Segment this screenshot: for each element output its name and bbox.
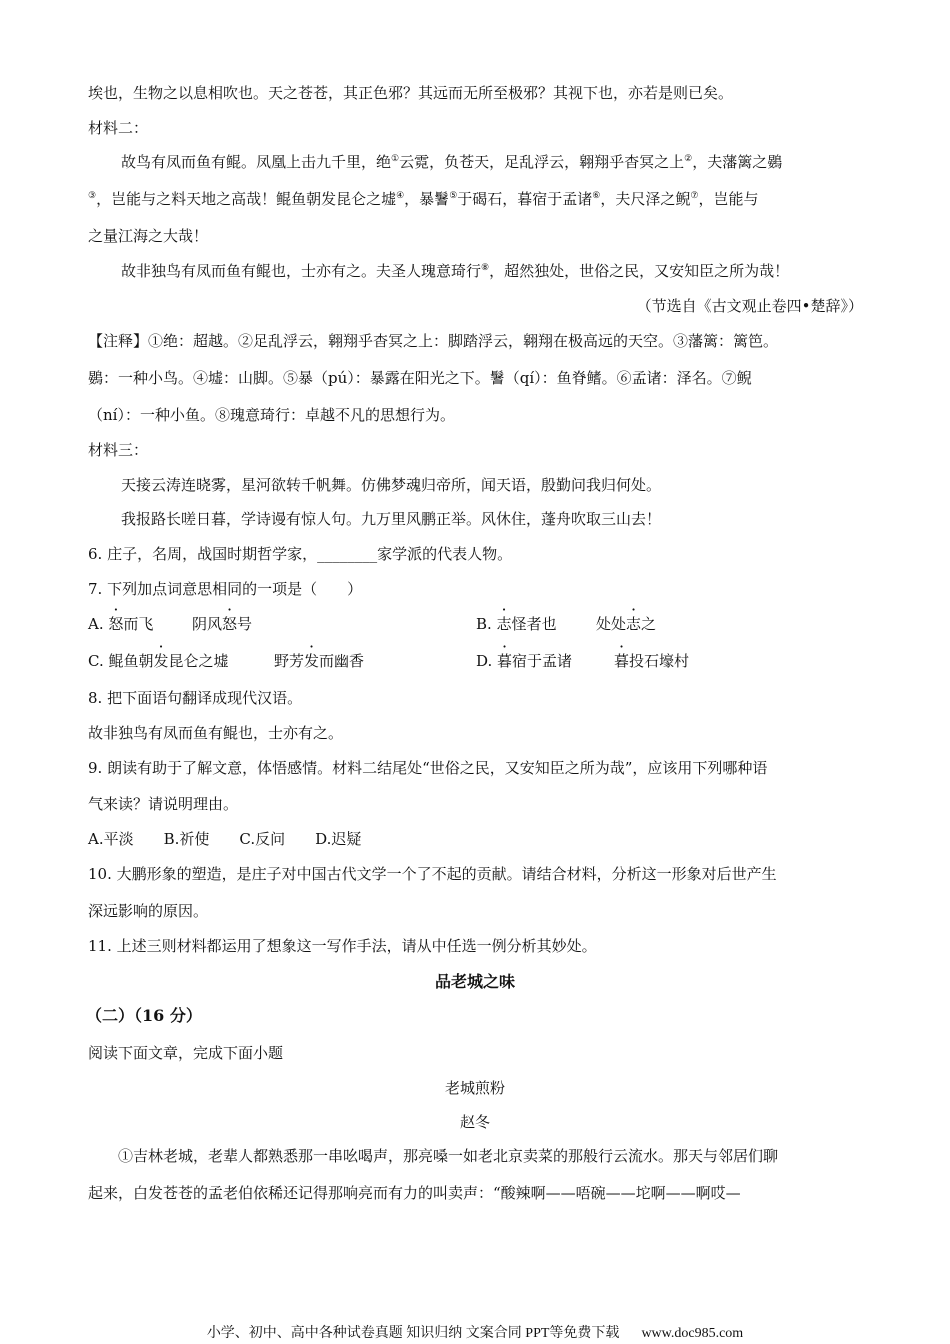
text-line: 故鸟有凤而鱼有鲲。凤凰上击九千里，绝①云霓，负苍天，足乱浮云，翱翔乎杳冥之上②，夫藩篱之鷃 bbox=[121, 153, 783, 171]
footnote-ref: ④ bbox=[396, 191, 405, 201]
question-6: 6. 庄子，名周，战国时期哲学家，________家学派的代表人物。 bbox=[88, 545, 513, 563]
article-paragraph: 起来，白发苍苍的孟老伯依稀还记得那响亮而有力的叫卖声：“酸辣啊——唔碗——坨啊——啊哎— bbox=[88, 1184, 741, 1202]
option-c-second: 野芳发而幽香 bbox=[274, 652, 365, 670]
option-b-second: 处处志之 bbox=[596, 615, 657, 633]
notes-line: 【注释】①绝：超越。②足乱浮云，翱翔乎杳冥之上：脚踏浮云，翱翔在极高远的天空。③藩篱：篱笆。 bbox=[88, 332, 779, 350]
text-line: 故非独鸟有凤而鱼有鲲也，士亦有之。夫圣人瑰意琦行⑧，超然独处，世俗之民，又安知臣之所为哉！ bbox=[121, 262, 790, 280]
question-7: 7. 下列加点词意思相同的一项是（ ） bbox=[88, 580, 363, 598]
footnote-ref: ③ bbox=[88, 191, 97, 201]
footnote-ref: ⑧ bbox=[481, 263, 490, 273]
option-a: A. 怒而飞 bbox=[88, 615, 154, 633]
question-8: 8. 把下面语句翻译成现代汉语。 bbox=[88, 689, 303, 707]
dotted-word: 怒 bbox=[108, 615, 124, 633]
footer-link[interactable]: www.doc985.com bbox=[641, 1326, 744, 1341]
option-a-second: 阴风怒号 bbox=[192, 615, 253, 633]
text-line: 之量江海之大哉！ bbox=[88, 227, 209, 245]
dotted-word: 暮 bbox=[497, 652, 513, 670]
question-9-cont: 气来读？请说明理由。 bbox=[88, 795, 239, 813]
dotted-word: 暮 bbox=[614, 652, 630, 670]
footnote-ref: ⑥ bbox=[592, 191, 601, 201]
footnote-ref: ① bbox=[391, 154, 400, 164]
footnote-ref: ⑤ bbox=[449, 191, 458, 201]
question-9: 9. 朗读有助于了解文意，体悟感情。材料二结尾处“世俗之民，又安知臣之所为哉”，应该用下列哪种语 bbox=[88, 759, 768, 777]
dotted-word: 志 bbox=[496, 615, 512, 633]
article-title: 老城煎粉 bbox=[444, 1079, 505, 1097]
notes-line: （ní）：一种小鱼。⑧瑰意琦行：卓越不凡的思想行为。 bbox=[88, 406, 455, 424]
dotted-word: 发 bbox=[153, 652, 169, 670]
footnote-ref: ⑦ bbox=[690, 191, 699, 201]
article-paragraph: ①吉林老城，老辈人都熟悉那一串吆喝声，那亮嗓一如老北京卖菜的那般行云流水。那天与邻居们聊 bbox=[118, 1147, 779, 1165]
text-line: ③，岂能与之料天地之高哉！鲲鱼朝发昆仑之墟④，暴鬐⑤于碣石，暮宿于孟诸⑥，夫尺泽之鲵⑦，岂能与 bbox=[88, 190, 759, 208]
instruction: 阅读下面文章，完成下面小题 bbox=[88, 1044, 284, 1062]
option-d-second: 暮投石壕村 bbox=[614, 652, 690, 670]
dotted-word: 怒 bbox=[222, 615, 238, 633]
question-10: 10. 大鹏形象的塑造，是庄子对中国古代文学一个了不起的贡献。请结合材料，分析这一形象对后世产生 bbox=[88, 865, 777, 883]
source-citation: （节选自《古文观止卷四•楚辞》） bbox=[636, 297, 863, 315]
notes-line: 鷃：一种小鸟。④墟：山脚。⑤暴（pú）：暴露在阳光之下。鬐（qí）：鱼脊鳍。⑥孟诸：泽名。⑦鲵 bbox=[88, 369, 752, 387]
question-9-options: A.平淡 B.祈使 C.反问 D.迟疑 bbox=[88, 830, 362, 848]
question-11: 11. 上述三则材料都运用了想象这一写作手法，请从中任选一例分析其妙处。 bbox=[88, 937, 597, 955]
poem-line: 我报路长嗟日暮，学诗谩有惊人句。九万里风鹏正举。风休住，蓬舟吹取三山去！ bbox=[121, 510, 662, 528]
dotted-word: 志 bbox=[626, 615, 642, 633]
material-three-label: 材料三： bbox=[88, 441, 149, 459]
question-10-cont: 深远影响的原因。 bbox=[88, 902, 209, 920]
option-c: C. 鲲鱼朝发昆仑之墟 bbox=[88, 652, 229, 670]
question-8-text: 故非独鸟有凤而鱼有鲲也，士亦有之。 bbox=[88, 724, 344, 742]
option-b: B. 志怪者也 bbox=[476, 615, 557, 633]
page-footer bbox=[0, 1325, 950, 1343]
section-label: （二）（16 分） bbox=[86, 1006, 202, 1025]
material-two-label: 材料二： bbox=[88, 119, 149, 137]
section-title: 品老城之味 bbox=[434, 972, 515, 991]
article-author: 赵冬 bbox=[459, 1113, 490, 1131]
option-d: D. 暮宿于孟诸 bbox=[476, 652, 573, 670]
dotted-word: 发 bbox=[304, 652, 320, 670]
poem-line: 天接云涛连晓雾，星河欲转千帆舞。仿佛梦魂归帝所，闻天语，殷勤问我归何处。 bbox=[121, 476, 662, 494]
footnote-ref: ② bbox=[684, 154, 693, 164]
footer-text: 小学、初中、高中各种试卷真题 知识归纳 文案合同 PPT等免费下载 bbox=[206, 1326, 620, 1341]
text-line: 埃也，生物之以息相吹也。天之苍苍，其正色邪？其远而无所至极邪？其视下也，亦若是则已矣。 bbox=[88, 84, 734, 102]
